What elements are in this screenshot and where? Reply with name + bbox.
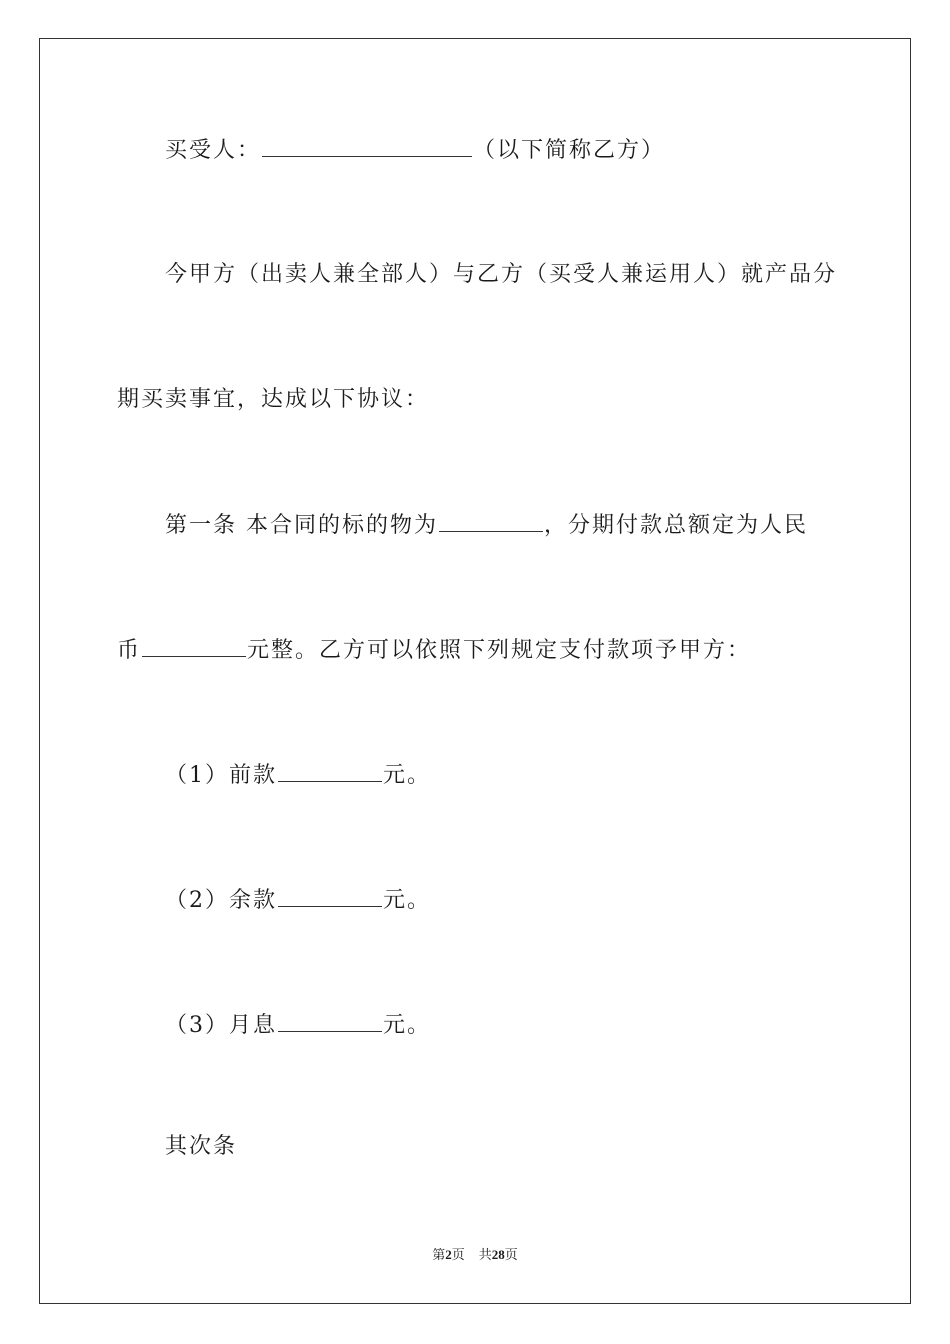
monthly-interest-blank [278,1011,382,1032]
intro-line-1: 今甲方（出卖人兼全部人）与乙方（买受人兼运用人）就产品分 [165,262,838,287]
item-label: （3）月息 [165,1013,277,1038]
article1-line-2 [117,636,751,665]
total-unit: 页 [504,1247,518,1262]
page-unit: 页 [451,1247,465,1262]
article1-prefix: 第一条 本合同的标的物为 [165,513,438,538]
total-pages: 28 [491,1247,505,1262]
down-payment-blank [278,761,382,782]
item-unit: 元。 [383,763,432,788]
item-balance [165,886,431,915]
currency-prefix: 币 [117,638,142,663]
subject-matter-blank [439,511,543,532]
page-number: 2 [445,1247,452,1262]
item-unit: 元。 [383,1013,432,1038]
total-prefix: 共 [478,1247,492,1262]
buyer-line [165,136,665,165]
item-monthly-interest [165,1011,431,1040]
page-footer [0,1246,950,1264]
article1-line2-suffix: 元整。乙方可以依照下列规定支付款项予甲方： [247,638,752,663]
item-label: （1）前款 [165,763,277,788]
buyer-label: 买受人： [165,138,262,163]
article1-suffix: ，分期付款总额定为人民 [544,513,809,538]
total-amount-blank [142,636,246,657]
article1-line-1 [165,511,808,540]
item-down-payment [165,761,431,790]
item-label: （2）余款 [165,888,277,913]
item-unit: 元。 [383,888,432,913]
buyer-suffix: （以下简称乙方） [473,138,666,163]
buyer-blank [262,136,472,157]
article2-heading: 其次条 [165,1134,238,1159]
page-prefix: 第 [432,1247,446,1262]
page-border [39,38,911,1304]
intro-line-2: 期买卖事宜，达成以下协议： [117,387,430,412]
balance-blank [278,886,382,907]
